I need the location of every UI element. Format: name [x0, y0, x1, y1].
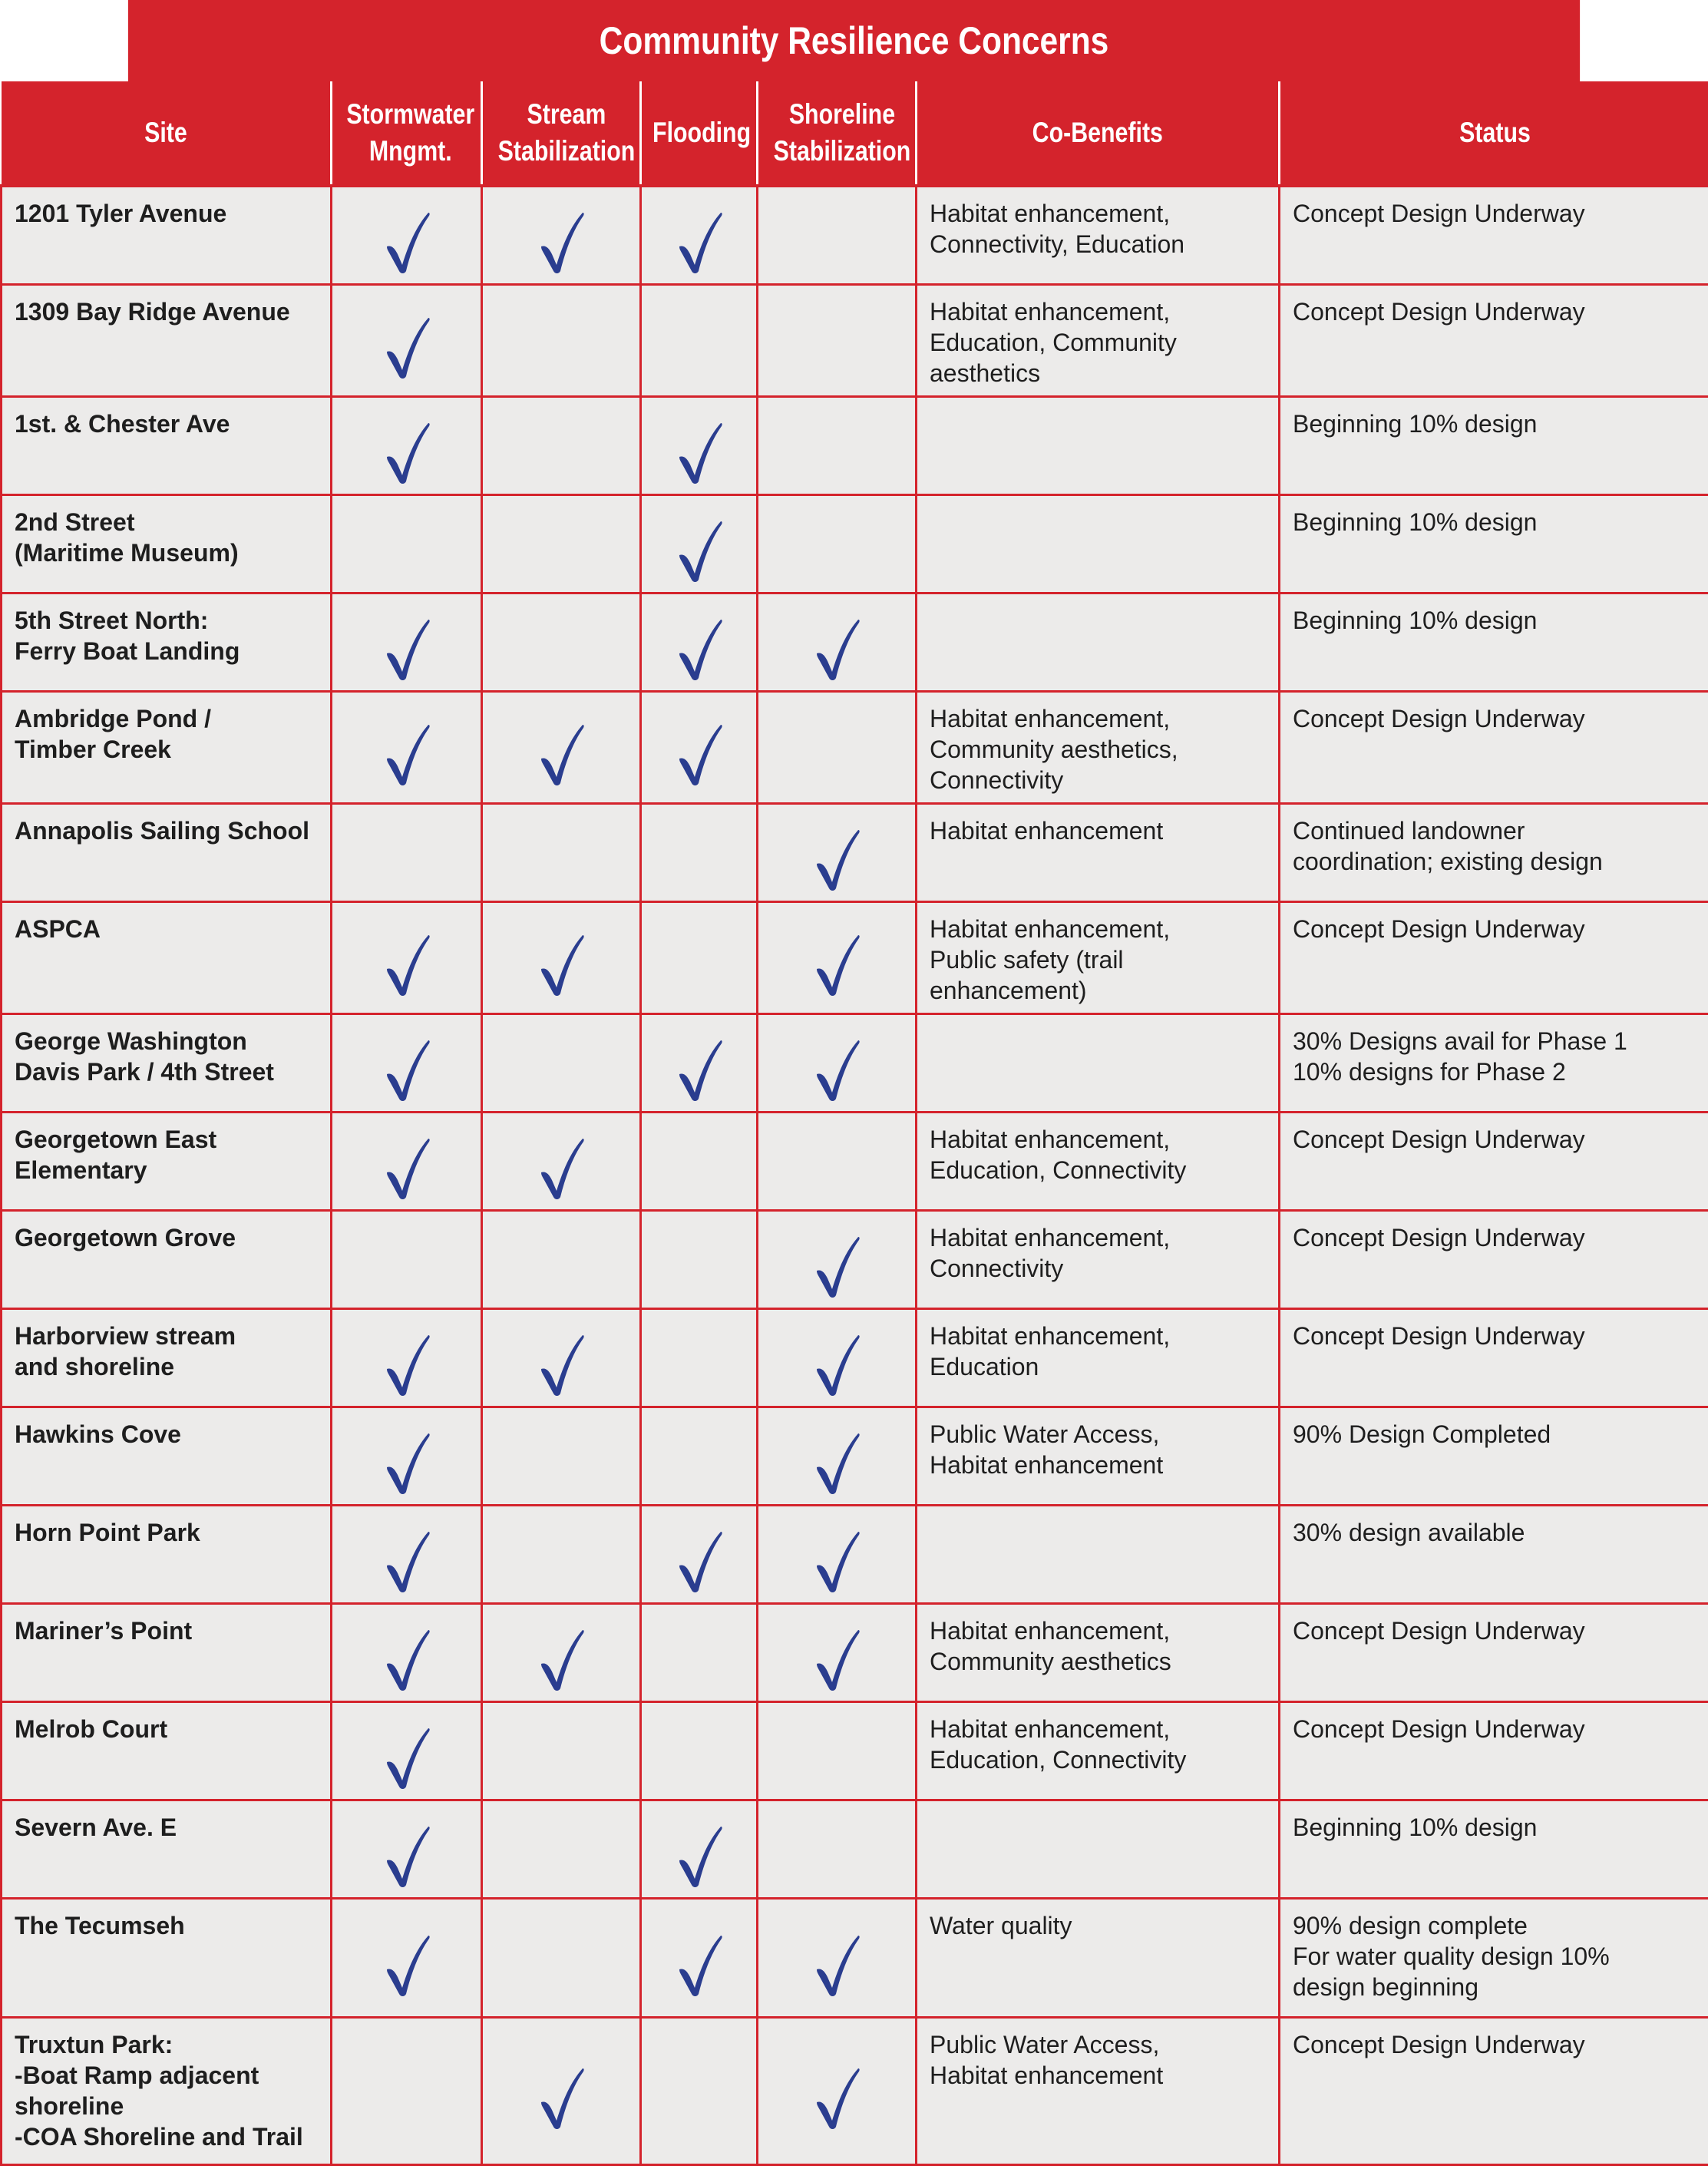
check-cell-storm: [332, 1701, 482, 1800]
table-row: [2, 494, 1708, 593]
cobenefits-cell: Habitat enhancement, Education: [917, 1308, 1280, 1407]
check-cell-stream: [482, 593, 641, 691]
check-cell-flood: [641, 1407, 758, 1505]
site-name: 1st. & Chester Ave: [2, 396, 332, 494]
checkmark-icon: [382, 1529, 431, 1593]
check-cell-flood: [641, 1701, 758, 1800]
check-cell-flood: [641, 1898, 758, 2017]
checkmark-icon: [382, 722, 431, 786]
site-name: Harborview stream and shoreline: [2, 1308, 332, 1407]
checkmark-icon: [537, 1136, 586, 1200]
checkmark-icon: [382, 315, 431, 379]
check-cell-shore: [758, 1013, 917, 1112]
check-cell-stream: [482, 1013, 641, 1112]
status-cell: Concept Design Underway: [1280, 1112, 1708, 1210]
check-cell-shore: [758, 1898, 917, 2017]
checkmark-icon: [812, 1234, 861, 1298]
check-cell-flood: [641, 186, 758, 284]
checkmark-icon: [537, 722, 586, 786]
header-stream: Stream Stabilization: [482, 81, 641, 186]
status-cell: Concept Design Underway: [1280, 1603, 1708, 1701]
cobenefits-cell: Habitat enhancement, Education, Community aesthetics: [917, 284, 1280, 396]
status-cell: Concept Design Underway: [1280, 284, 1708, 396]
check-cell-stream: [482, 1505, 641, 1603]
checkmark-icon: [812, 1430, 861, 1495]
check-cell-storm: [332, 1407, 482, 1505]
page-title: Community Resilience Concerns: [128, 0, 1580, 81]
resilience-table: [0, 81, 1708, 2166]
cobenefits-cell: Habitat enhancement: [917, 803, 1280, 901]
checkmark-icon: [537, 932, 586, 997]
check-cell-flood: [641, 901, 758, 1013]
checkmark-icon: [537, 1332, 586, 1397]
checkmark-icon: [812, 1529, 861, 1593]
header-cobenefits: Co-Benefits: [917, 81, 1280, 186]
check-cell-storm: [332, 691, 482, 803]
table-row: [2, 1013, 1708, 1112]
check-cell-stream: [482, 494, 641, 593]
check-cell-shore: [758, 1407, 917, 1505]
check-cell-shore: [758, 803, 917, 901]
site-name: 2nd Street (Maritime Museum): [2, 494, 332, 593]
site-name: Truxtun Park: -Boat Ramp adjacent shoreline -COA Shoreline and Trail: [2, 2017, 332, 2164]
check-cell-shore: [758, 1112, 917, 1210]
check-cell-flood: [641, 1308, 758, 1407]
check-cell-storm: [332, 2017, 482, 2164]
site-name: 1309 Bay Ridge Avenue: [2, 284, 332, 396]
table-row: [2, 901, 1708, 1013]
check-cell-flood: [641, 803, 758, 901]
check-cell-storm: [332, 494, 482, 593]
check-cell-storm: [332, 1800, 482, 1898]
cobenefits-cell: [917, 1013, 1280, 1112]
check-cell-storm: [332, 803, 482, 901]
check-cell-flood: [641, 1505, 758, 1603]
checkmark-icon: [537, 1627, 586, 1691]
status-cell: Concept Design Underway: [1280, 901, 1708, 1013]
site-name: Mariner’s Point: [2, 1603, 332, 1701]
checkmark-icon: [382, 617, 431, 681]
checkmark-icon: [382, 1332, 431, 1397]
checkmark-icon: [812, 932, 861, 997]
checkmark-icon: [812, 2065, 861, 2130]
check-cell-shore: [758, 284, 917, 396]
checkmark-icon: [382, 1933, 431, 1997]
table-row: [2, 803, 1708, 901]
checkmark-icon: [382, 1627, 431, 1691]
check-cell-stream: [482, 396, 641, 494]
check-cell-stream: [482, 901, 641, 1013]
check-cell-stream: [482, 691, 641, 803]
cobenefits-cell: Habitat enhancement, Education, Connectivity: [917, 1112, 1280, 1210]
checkmark-icon: [537, 210, 586, 274]
table-row: [2, 1505, 1708, 1603]
check-cell-shore: [758, 593, 917, 691]
status-cell: Concept Design Underway: [1280, 1701, 1708, 1800]
table-row: [2, 1701, 1708, 1800]
status-cell: Beginning 10% design: [1280, 494, 1708, 593]
checkmark-icon: [812, 1933, 861, 1997]
check-cell-storm: [332, 1013, 482, 1112]
cobenefits-cell: Habitat enhancement, Community aesthetics: [917, 1603, 1280, 1701]
checkmark-icon: [382, 1823, 431, 1888]
check-cell-shore: [758, 1505, 917, 1603]
site-name: Georgetown Grove: [2, 1210, 332, 1308]
checkmark-icon: [382, 420, 431, 484]
checkmark-icon: [812, 1037, 861, 1102]
table-row: [2, 691, 1708, 803]
check-cell-stream: [482, 803, 641, 901]
check-cell-stream: [482, 1407, 641, 1505]
table-row: [2, 396, 1708, 494]
checkmark-icon: [675, 1933, 724, 1997]
table-row: [2, 284, 1708, 396]
status-cell: Concept Design Underway: [1280, 691, 1708, 803]
check-cell-storm: [332, 901, 482, 1013]
cobenefits-cell: Public Water Access, Habitat enhancement: [917, 2017, 1280, 2164]
site-name: 5th Street North: Ferry Boat Landing: [2, 593, 332, 691]
checkmark-icon: [675, 420, 724, 484]
status-cell: 90% design complete For water quality design 10% design beginning: [1280, 1898, 1708, 2017]
table-row: [2, 1210, 1708, 1308]
check-cell-flood: [641, 284, 758, 396]
check-cell-flood: [641, 1112, 758, 1210]
cobenefits-cell: [917, 396, 1280, 494]
status-cell: Concept Design Underway: [1280, 1210, 1708, 1308]
checkmark-icon: [675, 617, 724, 681]
checkmark-icon: [382, 1430, 431, 1495]
check-cell-flood: [641, 2017, 758, 2164]
check-cell-flood: [641, 691, 758, 803]
check-cell-flood: [641, 1013, 758, 1112]
check-cell-flood: [641, 1800, 758, 1898]
cobenefits-cell: Habitat enhancement, Community aesthetics, Connectivity: [917, 691, 1280, 803]
status-cell: Continued landowner coordination; existing design: [1280, 803, 1708, 901]
checkmark-icon: [382, 1037, 431, 1102]
check-cell-flood: [641, 1210, 758, 1308]
checkmark-icon: [382, 932, 431, 997]
header-row: [2, 81, 1708, 186]
checkmark-icon: [812, 1627, 861, 1691]
status-cell: Beginning 10% design: [1280, 396, 1708, 494]
check-cell-storm: [332, 186, 482, 284]
check-cell-flood: [641, 1603, 758, 1701]
site-name: Georgetown East Elementary: [2, 1112, 332, 1210]
check-cell-shore: [758, 2017, 917, 2164]
header-shoreline: Shoreline Stabilization: [758, 81, 917, 186]
checkmark-icon: [382, 1725, 431, 1790]
checkmark-icon: [382, 210, 431, 274]
checkmark-icon: [812, 617, 861, 681]
status-cell: Beginning 10% design: [1280, 593, 1708, 691]
check-cell-stream: [482, 284, 641, 396]
cobenefits-cell: Water quality: [917, 1898, 1280, 2017]
check-cell-flood: [641, 593, 758, 691]
site-name: The Tecumseh: [2, 1898, 332, 2017]
site-name: Horn Point Park: [2, 1505, 332, 1603]
check-cell-shore: [758, 494, 917, 593]
status-cell: 30% design available: [1280, 1505, 1708, 1603]
check-cell-storm: [332, 1603, 482, 1701]
check-cell-stream: [482, 2017, 641, 2164]
checkmark-icon: [675, 1823, 724, 1888]
status-cell: Concept Design Underway: [1280, 1308, 1708, 1407]
cobenefits-cell: [917, 494, 1280, 593]
checkmark-icon: [675, 210, 724, 274]
check-cell-stream: [482, 1898, 641, 2017]
table-body: [2, 186, 1708, 2164]
checkmark-icon: [675, 722, 724, 786]
table-row: [2, 2017, 1708, 2164]
check-cell-shore: [758, 1800, 917, 1898]
checkmark-icon: [537, 2065, 586, 2130]
check-cell-shore: [758, 691, 917, 803]
check-cell-stream: [482, 186, 641, 284]
site-name: Ambridge Pond / Timber Creek: [2, 691, 332, 803]
site-name: Hawkins Cove: [2, 1407, 332, 1505]
check-cell-stream: [482, 1308, 641, 1407]
check-cell-storm: [332, 284, 482, 396]
table-row: [2, 1800, 1708, 1898]
cobenefits-cell: Habitat enhancement, Connectivity: [917, 1210, 1280, 1308]
site-name: ASPCA: [2, 901, 332, 1013]
table-row: [2, 1898, 1708, 2017]
check-cell-shore: [758, 1308, 917, 1407]
status-cell: Concept Design Underway: [1280, 186, 1708, 284]
check-cell-shore: [758, 186, 917, 284]
check-cell-storm: [332, 593, 482, 691]
table-row: [2, 1603, 1708, 1701]
check-cell-stream: [482, 1701, 641, 1800]
checkmark-icon: [675, 518, 724, 583]
check-cell-stream: [482, 1210, 641, 1308]
table-row: [2, 1308, 1708, 1407]
header-flooding: Flooding: [641, 81, 758, 186]
status-cell: 90% Design Completed: [1280, 1407, 1708, 1505]
check-cell-shore: [758, 396, 917, 494]
cobenefits-cell: Public Water Access, Habitat enhancement: [917, 1407, 1280, 1505]
status-cell: Beginning 10% design: [1280, 1800, 1708, 1898]
check-cell-stream: [482, 1112, 641, 1210]
check-cell-shore: [758, 1603, 917, 1701]
check-cell-storm: [332, 1112, 482, 1210]
site-name: Melrob Court: [2, 1701, 332, 1800]
check-cell-stream: [482, 1800, 641, 1898]
status-cell: 30% Designs avail for Phase 1 10% designs for Phase 2: [1280, 1013, 1708, 1112]
cobenefits-cell: [917, 1505, 1280, 1603]
site-name: Annapolis Sailing School: [2, 803, 332, 901]
check-cell-flood: [641, 396, 758, 494]
check-cell-flood: [641, 494, 758, 593]
check-cell-stream: [482, 1603, 641, 1701]
header-site: Site: [2, 81, 332, 186]
checkmark-icon: [675, 1037, 724, 1102]
check-cell-storm: [332, 396, 482, 494]
check-cell-storm: [332, 1505, 482, 1603]
table-row: [2, 1112, 1708, 1210]
site-name: 1201 Tyler Avenue: [2, 186, 332, 284]
site-name: Severn Ave. E: [2, 1800, 332, 1898]
cobenefits-cell: Habitat enhancement, Education, Connectivity: [917, 1701, 1280, 1800]
check-cell-storm: [332, 1308, 482, 1407]
check-cell-storm: [332, 1898, 482, 2017]
check-cell-shore: [758, 1701, 917, 1800]
table-row: [2, 1407, 1708, 1505]
site-name: George Washington Davis Park / 4th Street: [2, 1013, 332, 1112]
cobenefits-cell: Habitat enhancement, Connectivity, Education: [917, 186, 1280, 284]
table-row: [2, 593, 1708, 691]
header-stormwater: Stormwater Mngmt.: [332, 81, 482, 186]
cobenefits-cell: [917, 1800, 1280, 1898]
check-cell-shore: [758, 1210, 917, 1308]
checkmark-icon: [812, 827, 861, 891]
status-cell: Concept Design Underway: [1280, 2017, 1708, 2164]
checkmark-icon: [675, 1529, 724, 1593]
check-cell-storm: [332, 1210, 482, 1308]
check-cell-shore: [758, 901, 917, 1013]
cobenefits-cell: [917, 593, 1280, 691]
table-row: [2, 186, 1708, 284]
checkmark-icon: [382, 1136, 431, 1200]
cobenefits-cell: Habitat enhancement, Public safety (trail enhancement): [917, 901, 1280, 1013]
checkmark-icon: [812, 1332, 861, 1397]
header-status: Status: [1280, 81, 1708, 186]
